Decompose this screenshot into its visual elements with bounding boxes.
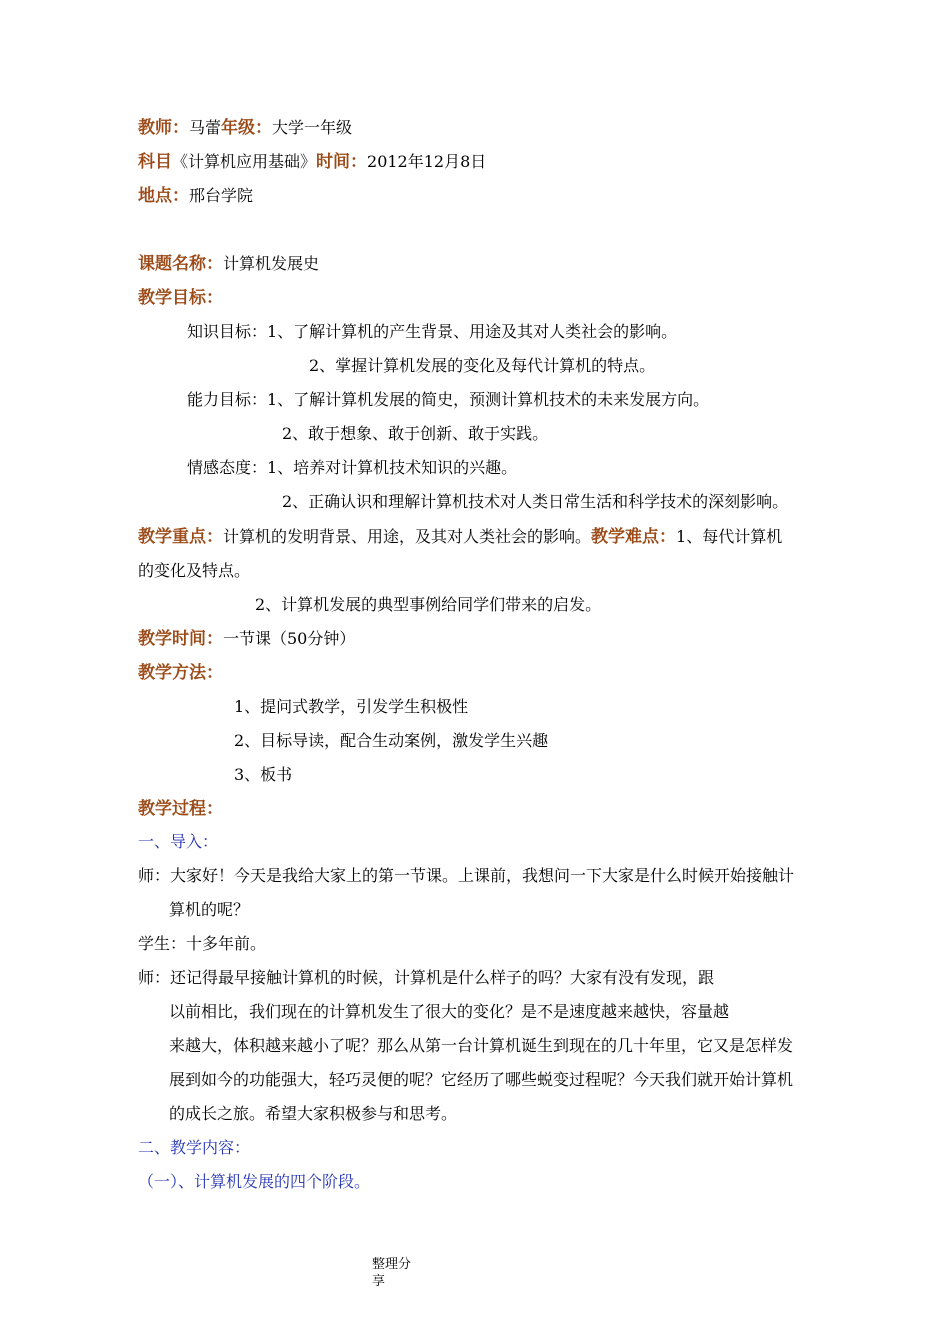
dialog-line: 师：大家好！今天是我给大家上的第一节课。上课前，我想问一下大家是什么时候开始接触计 xyxy=(138,866,795,885)
duration-value: 一节课（50分钟） xyxy=(223,629,356,648)
goal-line: 2、掌握计算机发展的变化及每代计算机的特点。 xyxy=(309,356,656,375)
dialog-line: 的成长之旅。希望大家积极参与和思考。 xyxy=(169,1104,458,1123)
key-points-label: 教学重点： xyxy=(138,527,223,547)
goal-line: 能力目标：1、了解计算机发展的简史，预测计算机技术的未来发展方向。 xyxy=(187,390,710,409)
topic-value: 计算机发展史 xyxy=(223,254,320,273)
dialog-line: 算机的呢？ xyxy=(169,900,250,919)
topic-line xyxy=(138,254,319,274)
time-value: 2012年12月8日 xyxy=(367,152,487,171)
page-footer: 整理分享 xyxy=(372,1257,412,1289)
method-item: 3、板书 xyxy=(234,765,293,784)
subject-value: 《计算机应用基础》 xyxy=(172,152,317,171)
topic-label: 课题名称： xyxy=(138,254,223,274)
teacher-line xyxy=(138,118,352,138)
place-label: 地点： xyxy=(138,186,189,206)
goal-line: 2、正确认识和理解计算机技术对人类日常生活和科学技术的深刻影响。 xyxy=(282,492,789,511)
key-points-line xyxy=(138,527,782,547)
difficulty-value: 1、每代计算机 xyxy=(676,527,783,546)
method-item: 2、目标导读，配合生动案例，激发学生兴趣 xyxy=(234,731,549,750)
place-value: 邢台学院 xyxy=(189,186,254,205)
grade-label: 年级： xyxy=(221,118,273,138)
place-line xyxy=(138,186,253,206)
goal-line: 2、敢于想象、敢于创新、敢于实践。 xyxy=(282,424,549,443)
dialog-line: 学生：十多年前。 xyxy=(138,934,267,953)
difficulty-item: 2、计算机发展的典型事例给同学们带来的启发。 xyxy=(255,595,602,614)
goals-heading: 教学目标： xyxy=(138,288,223,308)
methods-heading: 教学方法： xyxy=(138,663,223,683)
teacher-label: 教师： xyxy=(138,118,189,138)
time-label: 时间： xyxy=(316,152,368,172)
goal-line: 知识目标：1、了解计算机的产生背景、用途及其对人类社会的影响。 xyxy=(187,322,678,341)
section-heading: 二、教学内容： xyxy=(138,1138,251,1157)
dialog-line: 师：还记得最早接触计算机的时候，计算机是什么样子的吗？大家有没有发现，跟 xyxy=(138,968,715,987)
duration-label: 教学时间： xyxy=(138,629,223,649)
section-heading: 一、导入： xyxy=(138,832,219,851)
difficulty-continuation: 的变化及特点。 xyxy=(138,561,251,580)
dialog-line: 以前相比，我们现在的计算机发生了很大的变化？是不是速度越来越快，容量越 xyxy=(169,1002,730,1021)
grade-value: 大学一年级 xyxy=(272,118,353,137)
dialog-line: 展到如今的功能强大，轻巧灵便的呢？它经历了哪些蜕变过程呢？今天我们就开始计算机 xyxy=(169,1070,794,1089)
dialog-line: 来越大，体积越来越小了呢？那么从第一台计算机诞生到现在的几十年里，它又是怎样发 xyxy=(169,1036,794,1055)
subject-label: 科目 xyxy=(138,152,172,172)
key-points-value: 计算机的发明背景、用途，及其对人类社会的影响。 xyxy=(223,527,592,546)
subsection-heading: （一）、计算机发展的四个阶段。 xyxy=(138,1172,371,1191)
method-item: 1、提问式教学，引发学生积极性 xyxy=(234,697,469,716)
duration-line xyxy=(138,629,355,649)
process-heading: 教学过程： xyxy=(138,799,223,819)
subject-line xyxy=(138,152,486,172)
teacher-name: 马蕾 xyxy=(189,118,222,137)
difficulty-label: 教学难点： xyxy=(591,527,677,547)
goal-line: 情感态度：1、培养对计算机技术知识的兴趣。 xyxy=(187,458,518,477)
